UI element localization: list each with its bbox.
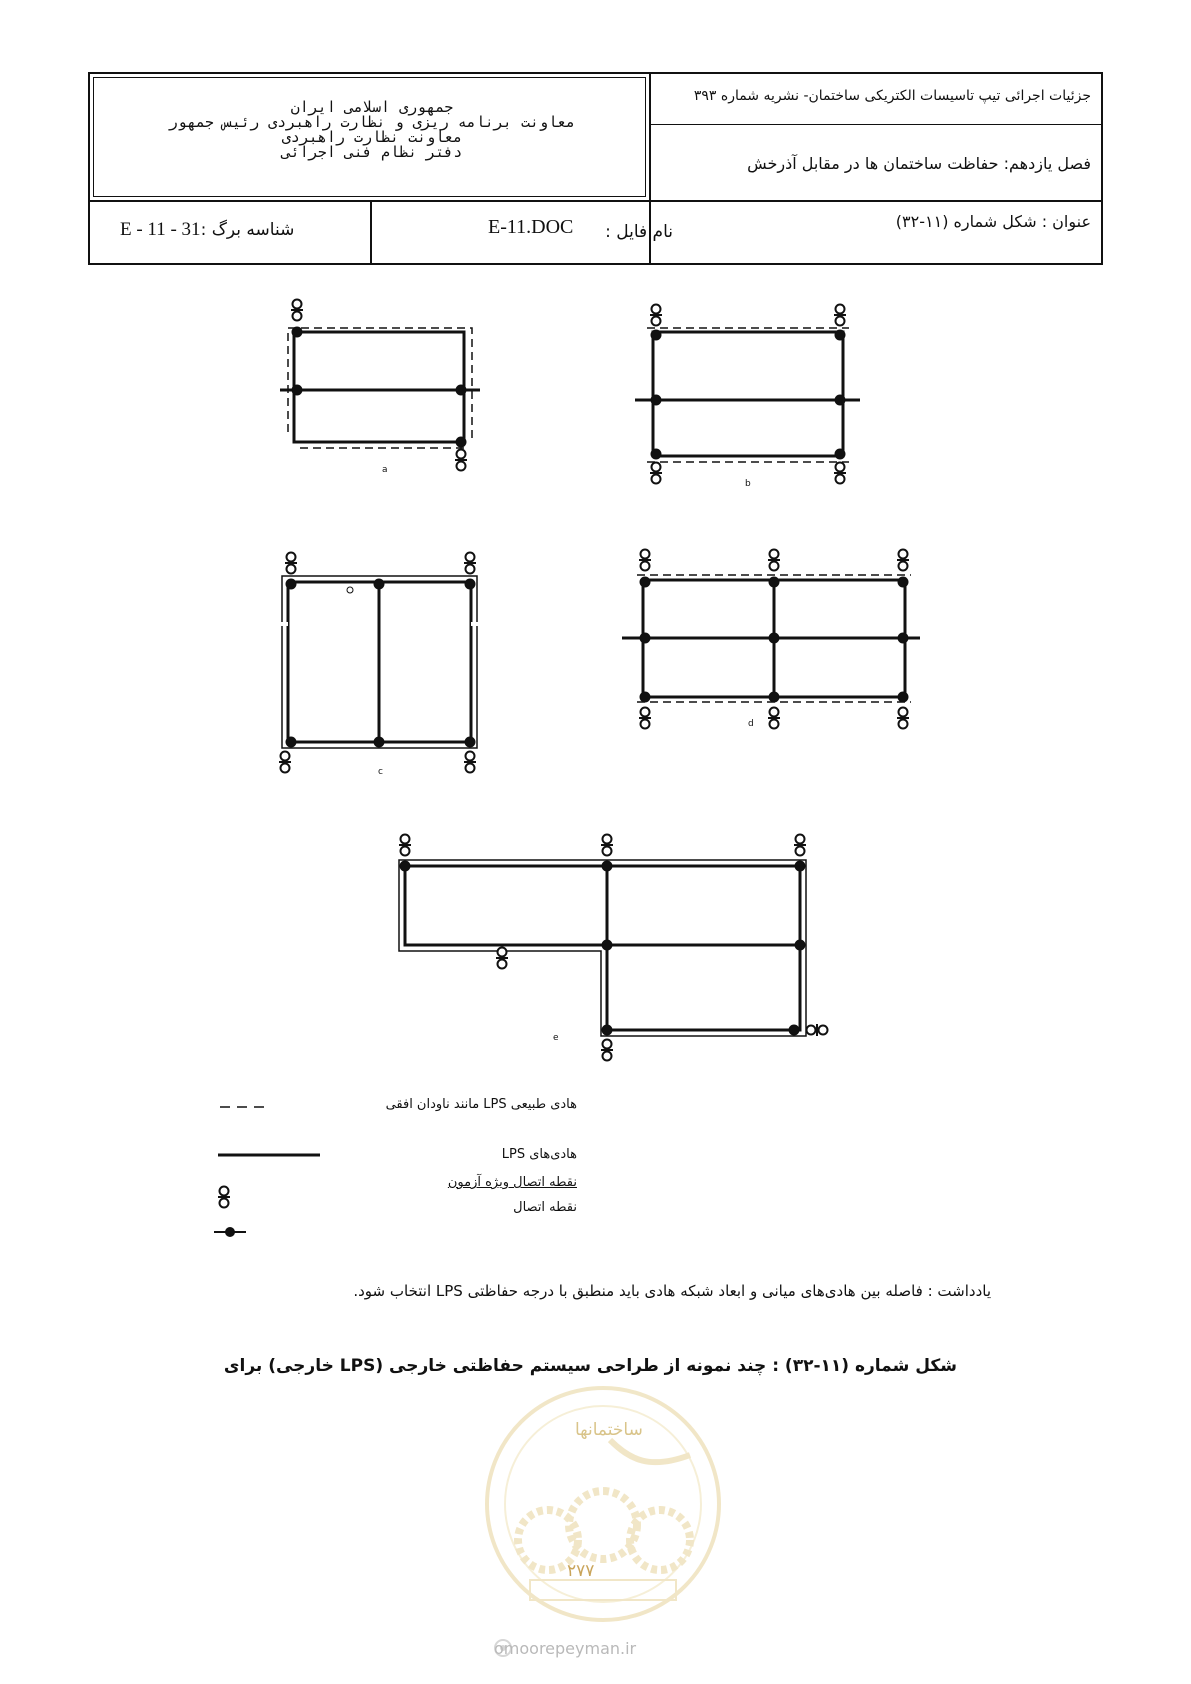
file-name-label: نام فایل : [605,222,673,242]
series-title: جزئیات اجرائی تیپ تاسیسات الکتریکی ساختمان- نشریه شماره ۳۹۳ [693,88,1091,104]
figure-label-c: c [378,767,383,777]
figure-b [635,305,860,484]
figure-d [622,550,920,729]
figure-caption: شکل شماره (۱۱-۳۲) : چند نمونه از طراحی سیستم حفاظتی خارجی (LPS خارجی) برای [223,1356,957,1376]
figure-a [280,300,480,471]
figure-label-b: b [745,479,751,489]
org-line: معاونت نظارت راهبردی [281,128,463,146]
figure-label-e: e [553,1033,559,1043]
figure-e [399,835,828,1061]
legend-test-joint-icon [218,1187,230,1208]
figure-label-d: d [748,719,754,729]
org-line: جمهوری اسلامی ایران [290,98,454,116]
figure-c [276,553,483,773]
sheet-id-value: E - 11 - 31 [120,219,201,240]
legend-joint: نقطه اتصال [513,1200,577,1215]
figure-title: عنوان : شکل شماره (۱۱-۳۲) [895,212,1091,231]
file-name: E-11.DOC [488,216,574,238]
note: یادداشت : فاصله بین هادی‌های میانی و ابعاد شبکه هادی باید منطبق با درجه حفاظتی LPS انتخاب شود. [353,1282,991,1300]
chapter-title: فصل یازدهم: حفاظت ساختمان ها در مقابل آذرخش [747,154,1091,173]
org-line: دفتر نظام فنی اجرائی [281,143,463,161]
legend-natural-conductor: هادی طبیعی LPS مانند ناودان افقی [385,1097,577,1112]
watermark-text: ساختمانها [575,1420,643,1440]
legend-joint-icon [226,1228,235,1237]
site-url: omoorepeyman.ir [494,1639,637,1658]
sheet-id-label: شناسه برگ : [200,220,295,240]
legend-lps-conductor: هادی‌های LPS [501,1147,577,1162]
legend-symbols [214,1107,320,1237]
org-line: معاونت برنامه ریزی و نظارت راهبردی رئیس جمهور [168,113,576,131]
legend-test-joint: نقطه اتصال ویژه آزمون [447,1175,577,1190]
page-number: ۲۷۷ [567,1561,595,1581]
figure-label-a: a [382,465,388,475]
